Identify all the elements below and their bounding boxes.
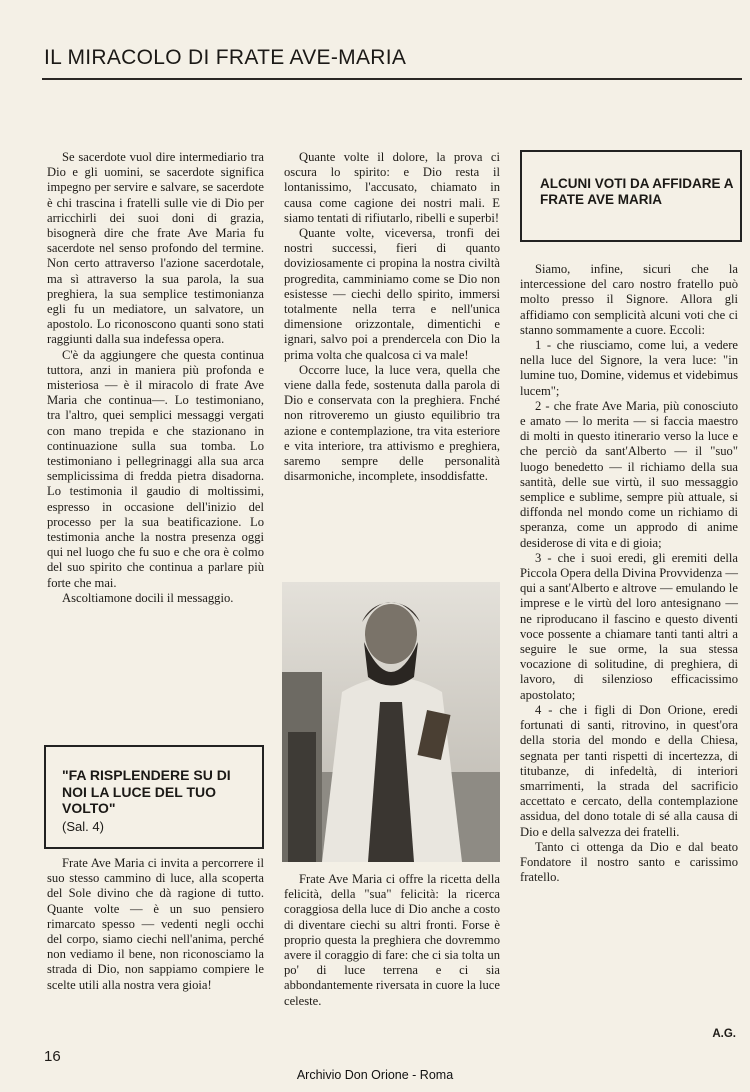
section-heading: "FA RISPLENDERE SU DI NOI LA LUCE DEL TUO VOLTO" (62, 767, 231, 816)
monk-illustration (282, 582, 500, 862)
paragraph: 4 - che i figli di Don Orione, eredi fortunati di santi, ritrovino, in quest'ora della storia del mondo e della Chiesa, segnata per tanti rispetti di incertezza, di titubanze, di infedeltà, di interiori smarrimenti, la strada del sacrificio accettato e cercato, della contemplazione assidua, del dono totale di sé alla causa di Dio e della salvezza dei fratelli. (520, 702, 738, 839)
paragraph: Se sacerdote vuol dire intermediario tra Dio e gli uomini, se sacerdote significa impegno per servire e salvare, se sacerdote è chi trascina i fratelli sulle vie di Dio per arricchirli dei suoi doni di grazia, bisognerà dire che frate Ave Maria fu sacerdote nel senso profondo del termine. Non certo attraverso l'azione sacerdotale, ma sì attraverso la sua parola, la sua preghiera, la sua semplice testimonianza egli fu un mediatore, un salvatore, un apostolo. Lo riconoscono quanti sono stati raggiunti dalla sua indefessa opera. (47, 150, 264, 347)
section-box-fa-risplendere (44, 745, 264, 849)
paragraph: Occorre luce, la luce vera, quella che viene dalla fede, sostenuta dalla parola di Dio e conservata con la preghiera. Fnché non ritroveremo un giusto equilibrio tra azione e contemplazione, tra vita esteriore e vita interiore, tra attivismo e preghiera, saremo sempre delle personalità disarmoniche, incomplete, insoddisfatte. (284, 362, 500, 484)
paragraph: 1 - che riusciamo, come lui, a vedere nella luce del Signore, la vera luce: "in lumine tuo, Domine, videmus et videbimus lucem"; (520, 338, 738, 398)
signature: A.G. (712, 1028, 736, 1040)
paragraph: Frate Ave Maria ci invita a percorrere il suo stesso cammino di luce, alla scoperta del Sole divino che dà ragione di tutto. Quante volte — è un suo pensiero rimarcato spesso — vedenti negli occhi del corpo, siamo ciechi nell'anima, perché non vediamo il bene, non riconosciamo la strada di Dio, non sappiamo compiere le scelte utili alla nostra vera gioia! (47, 856, 264, 992)
column-left-bottom (47, 856, 264, 993)
archive-label: Archivio Don Orione - Roma (296, 1068, 454, 1082)
title-rule (42, 78, 742, 80)
column-middle-bottom (284, 872, 500, 1009)
article-title: IL MIRACOLO DI FRATE AVE-MARIA (44, 46, 407, 69)
paragraph: Siamo, infine, sicuri che la intercessione del caro nostro fratello può molto presso il Signore. Allora gli affidiamo con semplicità alcuni voti che ci stanno sommamente a cuore. Eccoli: (520, 262, 738, 337)
column-left (47, 150, 264, 606)
paragraph: Ascoltiamone docili il messaggio. (62, 590, 234, 605)
column-right (520, 262, 738, 885)
section-heading: ALCUNI VOTI DA AFFIDARE A FRATE AVE MARIA (540, 176, 733, 207)
paragraph: C'è da aggiungere che questa continua tuttora, anzi in maniera più profonda e misteriosa — è il miracolo di frate Ave Maria che continua—. Lo testimoniano, tra l'altro, quei semplici messaggi vergati con mano trepida e che stazionano in continuazione sulla sua tomba. Lo testimoniano i pellegrinaggi alla sua arca semplicissima di fredda pietra disadorna. Lo testimonia il gaudio di moltissimi, espresso in occasione dell'inizio del processo per la sua beatificazione. Lo testimonia anche la nostra presenza oggi qui nel luogo che fu suo e che ora è colmo del suo spirito che continua a parlare più forte che mai. (47, 347, 264, 590)
paragraph: Quante volte, viceversa, tronfi dei nostri successi, fieri di quanto doviziosamente ci propina la nostra civiltà progredita, camminiamo come se Dio non esistesse — ciechi dello spirito, immersi totalmente nella terra e nell'unica dimensione orizzontale, dimentichi e ignari, salvo poi a prendercela con Dio la prima volta che qualcosa ci va male! (284, 226, 500, 362)
paragraph: 3 - che i suoi eredi, gli eremiti della Piccola Opera della Divina Provvidenza — qui a sant'Alberto e altrove — emulando le imprese e le virtù del loro antesignano — ne riproducano il fascino e questo diventi voce possente a chiamare tanti tanti altri a seguire le sue orme, la sua stessa vocazione di solitudine, di preghiera, di lavoro, di silenzioso efficacissimo apostolato; (520, 550, 738, 702)
paragraph: Quante volte il dolore, la prova ci oscura lo spirito: e Dio resta il lontanissimo, l'accusato, chiamato in causa come cagione dei nostri mali. E siamo tentati di rifiutarlo, ribelli e superbi! (284, 150, 500, 225)
section-reference: (Sal. 4) (62, 819, 104, 834)
page-number: 16 (44, 1048, 61, 1065)
photo-frate-ave-maria (282, 582, 500, 862)
column-middle (284, 150, 500, 484)
section-box-voti (520, 150, 742, 242)
paragraph: Tanto ci ottenga da Dio e dal beato Fondatore il nostro santo e carissimo fratello. (520, 839, 738, 885)
paragraph: Frate Ave Maria ci offre la ricetta della felicità, della "sua" felicità: la ricerca coraggiosa della luce di Dio anche a costo di diventare ciechi su altri fronti. Forse è proprio questa la preghiera che dovremmo avere il coraggio di fare: che ci sia tolta un po' di luce terrena e ci sia abbondantemente riversata in cuore la luce celeste. (284, 872, 500, 1008)
paragraph: 2 - che frate Ave Maria, più conosciuto e amato — lo merita — si faccia maestro di molti in questo itinerario verso la luce e che perciò da sant'Alberto — il "suo" luogo benedetto — il richiamo della sua santità, delle sue virtù, il suo messaggio semplice e sublime, sempre più attuale, si diffonda nel mondo come un richiamo di speranza, come un approdo di anime desiderose di vita e di gioia; (520, 398, 738, 550)
